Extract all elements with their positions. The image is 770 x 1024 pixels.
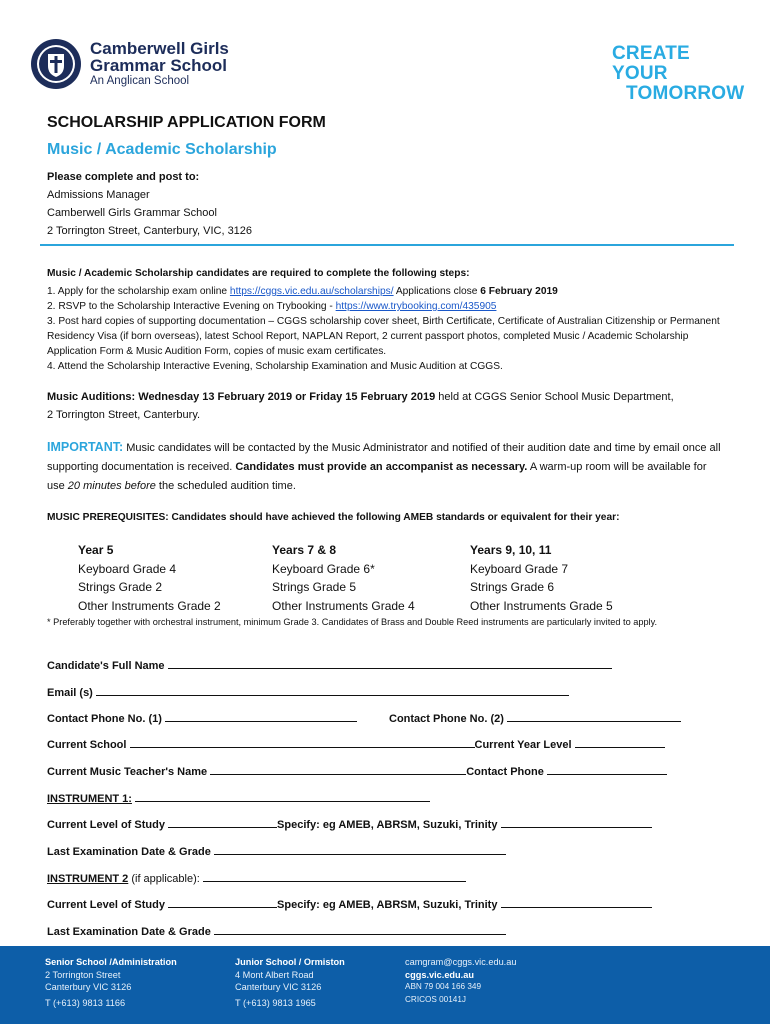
phone2-field[interactable]: Contact Phone No. (2) xyxy=(389,710,681,725)
email-field[interactable]: Email (s) xyxy=(47,684,569,699)
prereq-note: * Preferably together with orchestral instrument, minimum Grade 3. Candidates of Brass and Double Reed instruments are particularly invited to apply. xyxy=(47,617,658,627)
divider-rule xyxy=(40,244,734,246)
form-subtitle: Music / Academic Scholarship xyxy=(47,141,277,158)
form-title: SCHOLARSHIP APPLICATION FORM xyxy=(47,114,326,131)
prereq-column-years9-11: Years 9, 10, 11 Keyboard Grade 7 Strings Grade 6 Other Instruments Grade 5 xyxy=(470,543,613,613)
footer-contact: camgram@cggs.vic.edu.au cggs.vic.edu.au ABN 79 004 166 349 CRICOS 00141J xyxy=(405,957,517,1004)
exam2-field[interactable]: Last Examination Date & Grade xyxy=(47,923,506,938)
footer-junior-school: Junior School / Ormiston 4 Mont Albert Road Canterbury VIC 3126 T (+613) 9813 1965 xyxy=(235,957,345,1008)
school-subtitle: An Anglican School xyxy=(90,75,190,87)
footer-email[interactable]: camgram@cggs.vic.edu.au xyxy=(405,957,517,967)
footer-website[interactable]: cggs.vic.edu.au xyxy=(405,969,474,980)
teacher-name-field[interactable]: Current Music Teacher's Name Contact Phone xyxy=(47,763,667,778)
tagline: CREATE YOUR TOMORROW xyxy=(612,43,745,104)
full-name-field[interactable]: Candidate's Full Name xyxy=(47,657,612,672)
level1-field[interactable]: Current Level of Study Specify: eg AMEB, ABRSM, Suzuki, Trinity xyxy=(47,816,652,831)
phone1-field[interactable]: Contact Phone No. (1) xyxy=(47,710,357,725)
level2-field[interactable]: Current Level of Study Specify: eg AMEB, ABRSM, Suzuki, Trinity xyxy=(47,896,652,911)
trybooking-link[interactable]: https://www.trybooking.com/435905 xyxy=(335,301,497,312)
school-crest-logo xyxy=(30,38,82,90)
important-notice: IMPORTANT: Music candidates will be contacted by the Music Administrator and notified of their audition date and time by email once all supporting documentation is received. Candidates must provide an accompanist as necessary. A warm-up room will be available for use 20 minutes before the scheduled audition time. xyxy=(47,440,721,492)
footer-senior-school: Senior School /Administration 2 Torrington Street Canterbury VIC 3126 T (+613) 9813 1166 xyxy=(45,957,177,1008)
prereq-column-year5: Year 5 Keyboard Grade 4 Strings Grade 2 Other Instruments Grade 2 xyxy=(78,543,221,613)
current-school-field[interactable]: Current School Current Year Level xyxy=(47,736,665,751)
prereq-column-years7-8: Years 7 & 8 Keyboard Grade 6* Strings Grade 5 Other Instruments Grade 4 xyxy=(272,543,415,613)
auditions-info: Music Auditions: Wednesday 13 February 2019 or Friday 15 February 2019 held at CGGS Senior School Music Department, 2 Torrington Street, Canterbury. xyxy=(47,391,674,421)
exam1-field[interactable]: Last Examination Date & Grade xyxy=(47,843,506,858)
postal-address: Please complete and post to: Admissions Manager Camberwell Girls Grammar School 2 Torrington Street, Canterbury, VIC, 3126 xyxy=(47,171,253,237)
steps-section: Music / Academic Scholarship candidates are required to complete the following steps: 1. Apply for the scholarship exam online https://cggs.vic.edu.au/scholarships/ Applications close 6 February 2019 2. RSVP to the Scholarship Interactive Evening on Trybooking - https://www.trybooking.com/435905 3. Post hard copies of supporting documentation – CGGS scholarship cover sheet, Birth Certificate, Certificate of Australian Citizenship or Permanent Residency Visa (if born overseas), latest School Report, NAPLAN Report, 2 current passport photos, completed Music / Academic Scholarship Application Form & Music Audition Form, copies of music exam certificates. 4. Attend the Scholarship Interactive Evening, Scholarship Examination and Music Audition at CGGS. xyxy=(47,268,720,372)
instrument1-field[interactable]: INSTRUMENT 1: xyxy=(47,790,430,805)
prereq-heading: MUSIC PREREQUISITES: Candidates should have achieved the following AMEB standards or equivalent for their year: xyxy=(47,512,620,523)
instrument2-field[interactable]: INSTRUMENT 2 (if applicable): xyxy=(47,870,466,885)
school-name: Camberwell Girls Grammar School xyxy=(90,39,229,75)
scholarships-link[interactable]: https://cggs.vic.edu.au/scholarships/ xyxy=(229,286,394,297)
footer xyxy=(0,946,770,1024)
